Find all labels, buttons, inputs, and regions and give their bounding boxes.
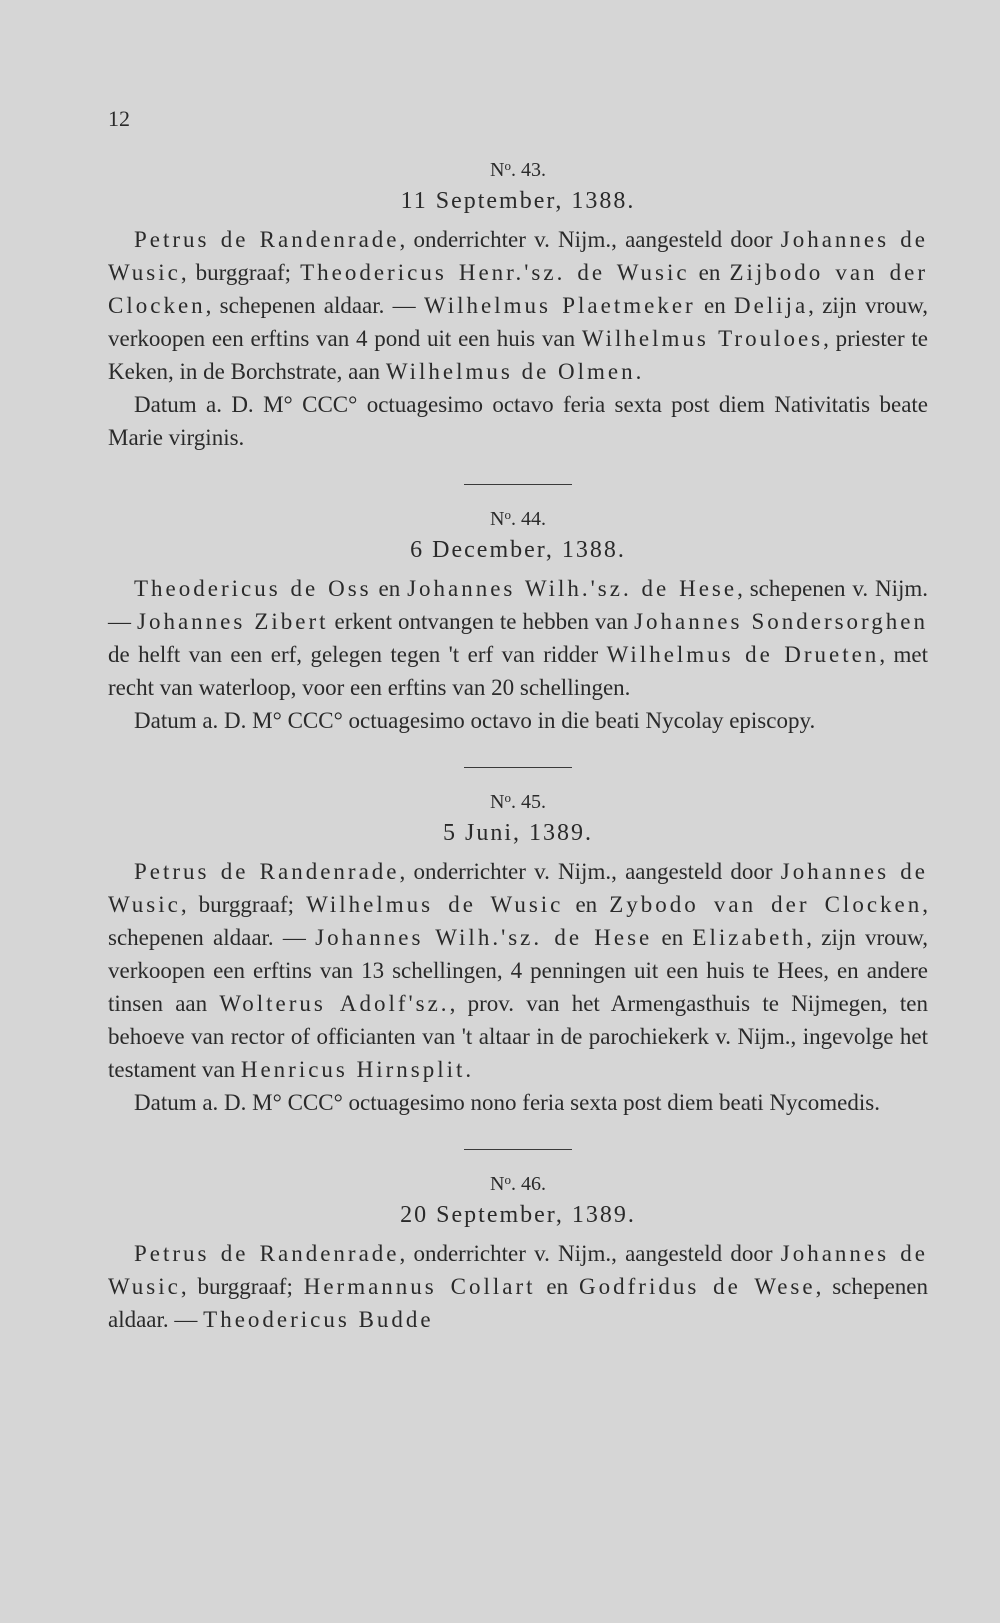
body-text: erkent ontvangen te hebben van: [328, 609, 635, 634]
entry-body: [108, 223, 928, 388]
person-name: Elizabeth: [692, 925, 807, 950]
person-name: Zybodo van der Clocken: [609, 892, 923, 917]
person-name: Wilhelmus de Olmen: [385, 359, 636, 384]
body-text: .: [635, 359, 642, 384]
body-text: en: [695, 293, 734, 318]
charter-entry: [108, 790, 928, 1119]
entry-number: [108, 158, 928, 182]
body-text: , onderrichter v. Nijm., aangesteld door: [399, 1241, 781, 1266]
entry-divider: [464, 767, 572, 768]
entry-date: 6 December, 1388.: [410, 537, 626, 563]
entries-list: [108, 158, 928, 1336]
entry-body: [108, 1237, 928, 1336]
person-name: Johannes de Wusic: [108, 859, 929, 917]
entry-number-sup: o: [504, 158, 511, 173]
person-name: Hermannus Collart: [303, 1274, 536, 1299]
body-text: , priester te Keken, in de Borchstrate, aan: [108, 326, 928, 384]
person-name: Petrus de Randenrade: [134, 1241, 400, 1266]
body-text: en: [371, 576, 408, 601]
person-name: Theodericus Budde: [203, 1307, 434, 1332]
person-name: Petrus de Randenrade: [134, 859, 400, 884]
body-text: , burggraaf;: [180, 260, 301, 285]
entry-number-prefix: N: [490, 791, 505, 813]
person-name: Petrus de Randenrade: [134, 227, 400, 252]
person-name: Theodericus de Oss: [134, 576, 372, 601]
body-text: , schepenen aldaar. —: [108, 892, 928, 950]
person-name: Johannes de Wusic: [108, 227, 929, 285]
entry-number: [108, 1172, 928, 1196]
entry-datum: Datum a. D. M° CCC° octuagesimo octavo in die beati Nycolay episcopy.: [134, 708, 816, 733]
entry-divider: [464, 484, 572, 485]
person-name: Wilhelmus de Wusic: [306, 892, 564, 917]
body-text: , onderrichter v. Nijm., aangesteld door: [399, 859, 781, 884]
person-name: Theodericus Henr.'sz. de Wusic: [300, 260, 690, 285]
body-text: , prov. van het Armengasthuis te Nijmegen, ten behoeve van rector of officianten van 't altaar in de parochiekerk v. Nijm., ingevolge het testament van: [108, 991, 928, 1082]
person-name: Wilhelmus Plaetmeker: [423, 293, 696, 318]
charter-entry: [108, 507, 928, 737]
entry-datum: Datum a. D. M° CCC° octuagesimo octavo feria sexta post diem Nativitatis beate Marie virginis.: [108, 392, 928, 450]
body-text: , met recht van waterloop, voor een erftins van 20 schellingen.: [108, 642, 928, 700]
person-name: Wilhelmus de Drueten: [606, 642, 880, 667]
person-name: Johannes Sondersorghen: [634, 609, 929, 634]
body-text: , schepenen aldaar. —: [205, 293, 424, 318]
entry-divider: [464, 1149, 572, 1150]
person-name: Zijbodo van der Clocken: [108, 260, 928, 318]
body-text: en: [535, 1274, 580, 1299]
entry-number-value: . 43.: [510, 159, 546, 181]
body-text: , schepenen v. Nijm. —: [108, 576, 929, 634]
person-name: Delija: [733, 293, 809, 318]
entry-number-sup: o: [504, 507, 511, 522]
person-name: Wolterus Adolf'sz.: [219, 991, 450, 1016]
person-name: Johannes de Wusic: [108, 1241, 929, 1299]
entry-date: 20 September, 1389.: [400, 1202, 636, 1228]
body-text: , burggraaf;: [180, 1274, 304, 1299]
body-text: en: [652, 925, 693, 950]
body-text: , onderrichter v. Nijm., aangesteld door: [399, 227, 781, 252]
person-name: Johannes Zibert: [137, 609, 329, 634]
entry-number: [108, 790, 928, 814]
body-text: , schepenen aldaar. —: [108, 1274, 928, 1332]
entry-number-prefix: N: [490, 508, 505, 530]
entry-number-value: . 44.: [510, 508, 546, 530]
person-name: Godfridus de Wese: [579, 1274, 816, 1299]
person-name: Wilhelmus Trouloes: [581, 326, 824, 351]
entry-body: [108, 855, 928, 1086]
entry-date: 5 Juni, 1389.: [442, 820, 593, 846]
person-name: Henricus Hirnsplit: [240, 1057, 466, 1082]
body-text: , burggraaf;: [180, 892, 307, 917]
entry-number-prefix: N: [490, 1173, 505, 1195]
charter-entry: [108, 158, 928, 454]
body-text: .: [465, 1057, 472, 1082]
body-text: , zijn vrouw, verkoopen een erftins van 4 pond uit een huis van: [108, 293, 928, 351]
entry-number-sup: o: [504, 790, 511, 805]
entry-number-value: . 46.: [510, 1173, 546, 1195]
body-text: en: [689, 260, 730, 285]
entry-number-value: . 45.: [510, 791, 546, 813]
charter-entry: [108, 1172, 928, 1336]
body-text: , zijn vrouw, verkoopen een erftins van 13 schellingen, 4 penningen uit een huis te Hees, en andere tinsen aan: [108, 925, 928, 1016]
body-text: en: [563, 892, 610, 917]
body-text: de helft van een erf, gelegen tegen 't erf van ridder: [108, 642, 607, 667]
person-name: Johannes Wilh.'sz. de Hese: [407, 576, 738, 601]
person-name: Johannes Wilh.'sz. de Hese: [315, 925, 653, 950]
entry-number-sup: o: [504, 1172, 511, 1187]
page-number: 12: [108, 106, 130, 131]
entry-body: [108, 572, 928, 704]
entry-number: [108, 507, 928, 531]
entry-number-prefix: N: [490, 159, 505, 181]
entry-date: 11 September, 1388.: [400, 188, 636, 214]
entry-datum: Datum a. D. M° CCC° octuagesimo nono feria sexta post diem beati Nycomedis.: [134, 1090, 880, 1115]
